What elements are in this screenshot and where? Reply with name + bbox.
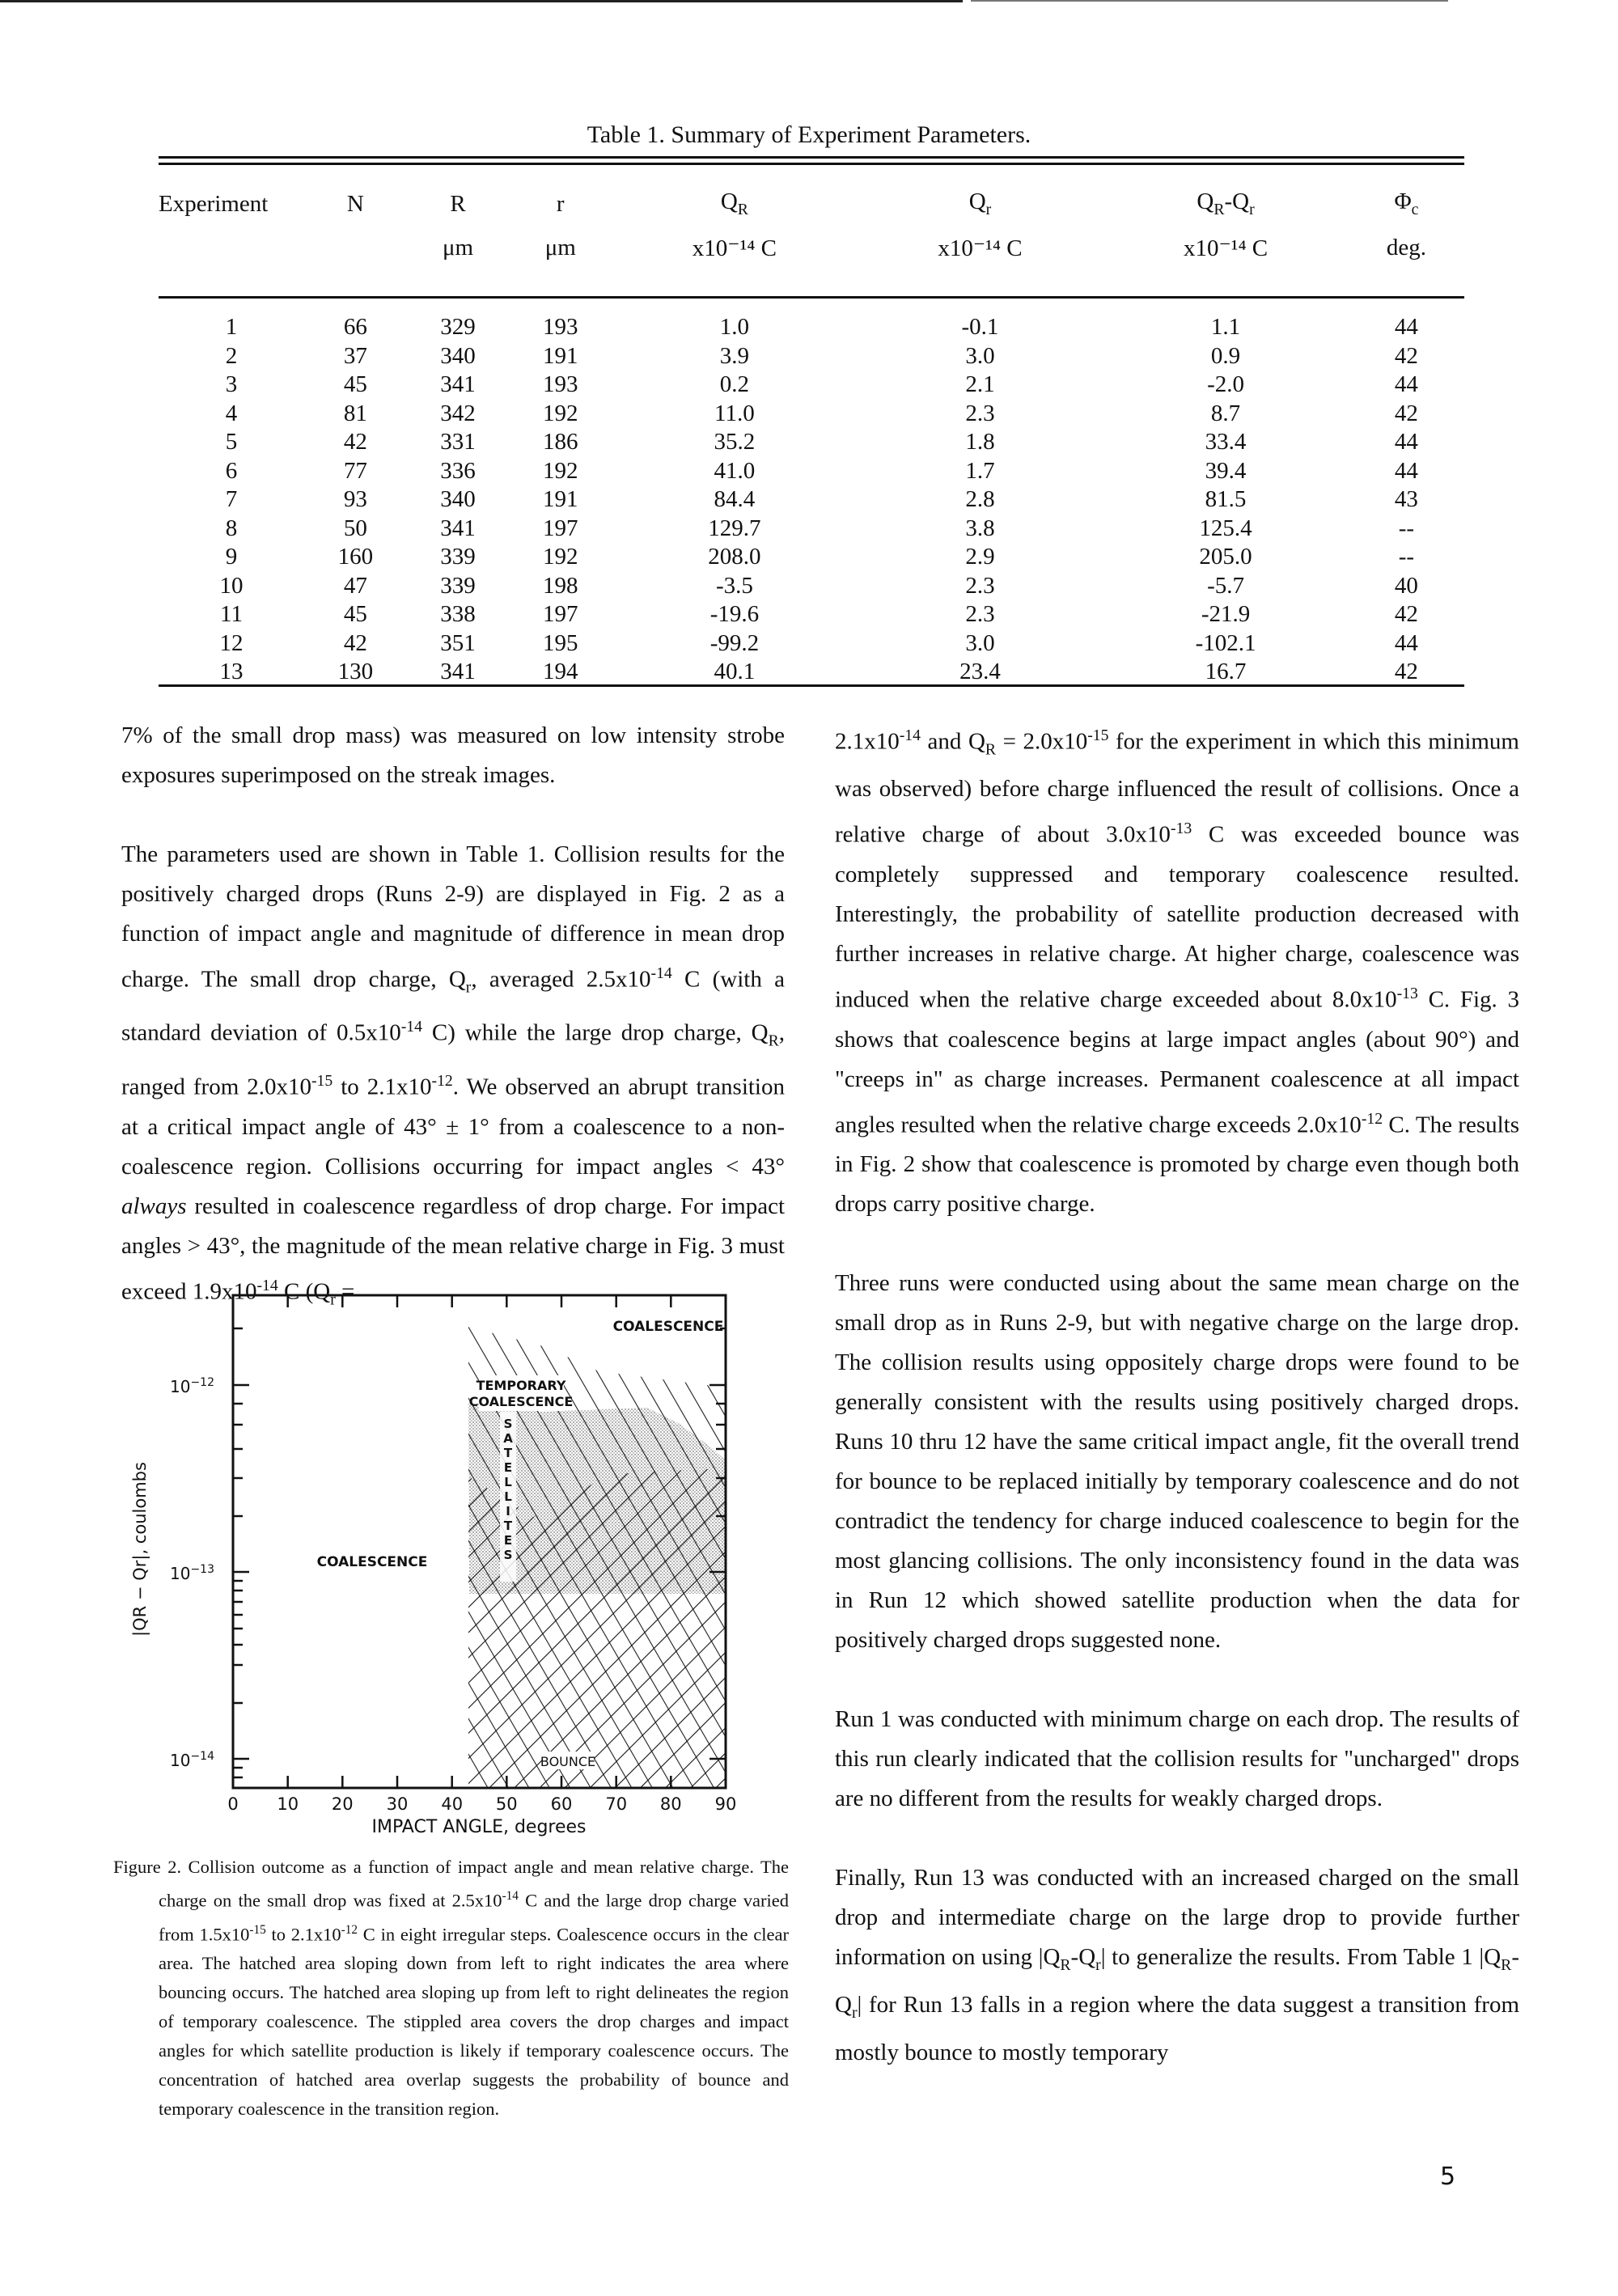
table-cell: 45 <box>343 601 367 628</box>
table-cell: 84.4 <box>714 486 756 513</box>
table-cell: 2.3 <box>965 572 995 599</box>
table-cell: 160 <box>337 544 374 570</box>
table-cell: 35.2 <box>714 429 756 455</box>
scan-edge-line <box>971 0 1448 2</box>
table-cell: 193 <box>543 314 578 341</box>
table-row <box>159 600 1464 629</box>
table-cell: 191 <box>543 342 578 369</box>
table-cell: 0.2 <box>719 371 750 398</box>
table-cell: 197 <box>543 515 578 541</box>
scan-edge-line <box>0 0 963 2</box>
parameters-table <box>159 182 1464 687</box>
region-label-satellites <box>503 1417 513 1562</box>
unit-phi-c: deg. <box>1386 234 1426 261</box>
svg-text:E: E <box>503 1533 513 1548</box>
table-cell: 336 <box>440 457 476 484</box>
table-row <box>159 371 1464 400</box>
table-cell: 37 <box>343 342 367 369</box>
table-cell: 4 <box>225 400 238 426</box>
table-cell: 331 <box>440 429 476 455</box>
figure-caption: Figure 2. Collision outcome as a function of impact angle and mean relative charge. The charge on the small drop was fixed at $2.5x10^{-14}$ C and the large drop charge varied from $1.5x10^{-15}$ to $2.1x10^{-12}$ C in eight irregular steps. Coalescence occurs in the clear area. The hatched area sloping down from left to right indicates the area where bouncing occurs. The hatched area sloping up from left to right delineates the region of temporary coalescence. The stippled area covers the drop charges and impact angles for which satellite production is likely if temporary coalescence occurs. The concentration of hatched area overlap suggests the probability of bounce and temporary coalescence in the transition region. <box>113 1857 789 2119</box>
col-header-QR-minus-Qr: $Q_R-Q_r$ <box>1197 189 1255 218</box>
table-cell: 44 <box>1394 429 1418 455</box>
table-row <box>159 629 1464 659</box>
table-cell: 42 <box>1394 342 1418 369</box>
table-cell: 192 <box>543 457 578 484</box>
table-cell: 2 <box>225 342 238 369</box>
x-tick-labels <box>227 1794 736 1814</box>
table-cell: 197 <box>543 601 578 628</box>
unit-QR-minus-Qr: x10⁻¹⁴ C <box>1183 235 1269 261</box>
table-cell: 194 <box>543 659 578 685</box>
table-cell: 2.8 <box>965 486 995 513</box>
table-cell: 2.3 <box>965 400 995 426</box>
region-label-temporary-coalescence: COALESCENCE <box>468 1394 574 1409</box>
svg-text:40: 40 <box>441 1794 464 1814</box>
table-cell: 93 <box>343 486 367 513</box>
table-cell: 341 <box>440 659 476 685</box>
table-cell: 130 <box>337 659 374 685</box>
table-cell: -- <box>1398 544 1415 570</box>
y-axis-label: |QR − Qr|, coulombs <box>130 1462 150 1637</box>
paragraph: Three runs were conducted using about the same mean charge on the small drop as in Runs 2-9, but with negative charge on the large drop. The collision results using oppositely charge drops were found to be generally consistent with the results using positively charged drops. Runs 10 thru 12 have the same critical impact angle, fit the overall trend for bounce to be replaced initially by temporary coalescence and do not contradict the tendency for charge induced coalescence to begin for the most glancing collisions. The only inconsistency found in the data was in Run 12 which showed satellite production when the data for positively charged drops suggested none. <box>835 1270 1519 1654</box>
table-cell: 195 <box>543 629 578 656</box>
left-column-text <box>121 716 785 1359</box>
table-cell: 43 <box>1394 486 1418 513</box>
col-header-R: R <box>450 190 466 217</box>
table-header-row <box>159 182 1464 226</box>
paragraph: $2.1x10^{-14}$ and $Q_R = 2.0x10^{-15}$ for the experiment in which this minimum was observed) before charge influenced the result of collisions. Once a relative charge of about $3.0x10^{-13}$ C was exceeded bounce was completely suppressed and temporary coalescence resulted. Interestingly, the probability of satellite production decreased with further increases in relative charge. At higher charge, coalescence was induced when the relative charge exceeded about $8.0x10^{-13}$ C. Fig. 3 shows that coalescence begins at large impact angles (about 90°) and "creeps in" as charge increases. Permanent coalescence at all impact angles resulted when the relative charge exceeds $2.0x10^{-12}$ C. The results in Fig. 2 show that coalescence is promoted by charge even though both drops carry positive charge. <box>835 727 1520 1218</box>
table-cell: 39.4 <box>1205 457 1247 484</box>
unit-Qr: x10⁻¹⁴ C <box>938 235 1023 261</box>
table-cell: 81.5 <box>1205 486 1247 513</box>
table-cell: 1.7 <box>965 457 995 484</box>
unit-QR: x10⁻¹⁴ C <box>692 235 777 261</box>
table-cell: 6 <box>225 457 238 484</box>
table-cell: 341 <box>440 515 476 541</box>
svg-text:L: L <box>504 1475 512 1489</box>
col-header-Qr: $Q_r$ <box>968 189 992 218</box>
table-cell: 341 <box>440 371 476 398</box>
figure-2 <box>113 1282 785 1865</box>
table-cell: -3.5 <box>715 572 753 599</box>
table-cell: 191 <box>543 486 578 513</box>
right-column-text <box>835 716 1519 2112</box>
svg-text:L: L <box>504 1489 512 1504</box>
svg-text:10−12: $10^{-12}$ <box>170 1376 214 1396</box>
svg-text:E: E <box>503 1460 513 1475</box>
region-label-bounce: BOUNCE <box>540 1754 596 1769</box>
col-header-QR: $Q_R$ <box>720 189 748 218</box>
svg-text:S: S <box>503 1548 513 1562</box>
table-cell: 351 <box>440 629 476 656</box>
table-cell: 205.0 <box>1199 544 1252 570</box>
svg-text:60: 60 <box>550 1794 573 1814</box>
table-units-row <box>159 226 1464 269</box>
table-row <box>159 572 1464 601</box>
table-title: Table 1. Summary of Experiment Parameters. <box>587 121 1031 148</box>
table-row <box>159 543 1464 572</box>
table-cell: 3 <box>225 371 238 398</box>
table-cell: 2.1 <box>965 371 995 398</box>
table-cell: 42 <box>1394 601 1418 628</box>
svg-text:10: 10 <box>277 1794 299 1814</box>
table-cell: 45 <box>343 371 367 398</box>
table-cell: 1.0 <box>719 314 750 341</box>
unit-r: μm <box>544 234 576 261</box>
unit-R: μm <box>443 234 474 261</box>
table-row <box>159 485 1464 515</box>
table-cell: -- <box>1398 515 1415 541</box>
table-cell: 329 <box>440 314 476 341</box>
table-cell: 10 <box>219 572 244 599</box>
table-top-rule <box>159 163 1464 165</box>
table-cell: 198 <box>543 572 578 599</box>
table-cell: 340 <box>440 342 476 369</box>
table-cell: 44 <box>1394 457 1418 484</box>
table-cell: -99.2 <box>709 629 760 656</box>
table-cell: 192 <box>543 544 578 570</box>
paragraph: 7% of the small drop mass) was measured on low intensity strobe exposures superimposed on the streak images. <box>121 722 785 788</box>
table-cell: 3.0 <box>965 629 995 656</box>
svg-text:S: S <box>503 1417 513 1431</box>
table-cell: -102.1 <box>1195 629 1256 656</box>
region-label-coalescence-top: COALESCENCE <box>612 1319 724 1335</box>
table-cell: 339 <box>440 544 476 570</box>
table-cell: 9 <box>225 544 238 570</box>
table-cell: 40 <box>1394 572 1418 599</box>
table-row <box>159 342 1464 371</box>
table-cell: 77 <box>343 457 367 484</box>
paragraph: Finally, Run 13 was conducted with an increased charged on the small drop and intermediate charge on the large drop to provide further information on using $|Q_R-Q_r|$ to generalize the results. From Table 1 $|Q_R-Q_r|$ for Run 13 falls in a region where the data suggest a transition from mostly bounce to mostly temporary <box>835 1865 1519 2066</box>
svg-text:I: I <box>506 1504 510 1519</box>
table-cell: 16.7 <box>1205 659 1247 685</box>
page-number: 5 <box>1440 2163 1456 2191</box>
table-row <box>159 313 1464 342</box>
table-cell: 44 <box>1394 629 1418 656</box>
y-tick-labels <box>170 1376 214 1770</box>
table-cell: 42 <box>343 429 367 455</box>
svg-text:A: A <box>503 1431 513 1446</box>
table-row <box>159 515 1464 544</box>
region-chart <box>113 1282 785 1865</box>
table-cell: 12 <box>219 629 244 656</box>
table-cell: 50 <box>343 515 367 541</box>
svg-text:0: 0 <box>227 1794 239 1814</box>
table-cell: 81 <box>343 400 367 426</box>
region-label-temporary: TEMPORARY <box>476 1378 566 1393</box>
table-cell: -19.6 <box>709 601 760 628</box>
col-header-r: r <box>556 190 565 217</box>
table-row <box>159 400 1464 429</box>
svg-text:80: 80 <box>659 1794 682 1814</box>
table-cell: 11.0 <box>714 400 755 426</box>
col-header-n: N <box>346 190 364 217</box>
table-cell: -2.0 <box>1207 371 1245 398</box>
table-cell: 13 <box>219 659 244 685</box>
paragraph: Run 1 was conducted with minimum charge on each drop. The results of this run clearly indicated that the collision results for "uncharged" drops are no different from the results for weakly charged drops. <box>835 1706 1519 1812</box>
col-header-phi-c: $\Phi_c$ <box>1394 189 1419 218</box>
table-cell: 66 <box>343 314 367 341</box>
table-cell: 2.3 <box>965 601 995 628</box>
table-cell: 186 <box>543 429 578 455</box>
table-cell: 33.4 <box>1205 429 1247 455</box>
table-cell: 1.1 <box>1210 314 1241 341</box>
svg-text:T: T <box>503 1446 513 1460</box>
table-cell: 338 <box>440 601 476 628</box>
table-cell: 42 <box>1394 400 1418 426</box>
table-cell: 3.8 <box>965 515 995 541</box>
table-cell: 3.0 <box>965 342 995 369</box>
svg-text:20: 20 <box>331 1794 354 1814</box>
table-cell: 41.0 <box>714 457 756 484</box>
svg-text:90: 90 <box>714 1794 737 1814</box>
table-cell: 5 <box>225 429 238 455</box>
table-cell: 1 <box>225 314 238 341</box>
table-cell: 129.7 <box>708 515 761 541</box>
table-row <box>159 658 1464 687</box>
table-cell: 0.9 <box>1210 342 1241 369</box>
table-cell: 11 <box>220 601 243 628</box>
svg-text:T: T <box>503 1519 513 1533</box>
paragraph: The parameters used are shown in Table 1. Collision results for the positively charged drops (Runs 2-9) are displayed in Fig. 2 as a function of impact angle and magnitude of difference in mean drop charge. The small drop charge, $Q_r$, averaged $2.5x10^{-14}$ C (with a standard deviation of $0.5x10^{-14}$ C) while the large drop charge, $Q_R$, ranged from $2.0x10^{-15}$ to $2.1x10^{-12}$. We observed an abrupt transition at a critical impact angle of 43° ± 1° from a coalescence to a non-coalescence region. Collisions occurring for impact angles < 43° always resulted in coalescence regardless of drop charge. For impact angles > 43°, the magnitude of the mean relative charge in Fig. 3 must exceed $1.9x10^{-14}$ C ($Q_r$ = <box>121 841 785 1309</box>
table-cell: 339 <box>440 572 476 599</box>
table-cell: 40.1 <box>714 659 756 685</box>
table-cell: -5.7 <box>1207 572 1245 599</box>
table-cell: 8 <box>225 515 238 541</box>
table-cell: 44 <box>1394 371 1418 398</box>
table-cell: 42 <box>343 629 367 656</box>
table-cell: 2.9 <box>965 544 995 570</box>
table-cell: 23.4 <box>959 659 1001 685</box>
table-cell: 47 <box>343 572 367 599</box>
table-cell: 42 <box>1394 659 1418 685</box>
table-cell: 3.9 <box>719 342 750 369</box>
table-cell: 193 <box>543 371 578 398</box>
col-header-experiment: Experiment <box>159 190 269 217</box>
table-cell: 125.4 <box>1199 515 1252 541</box>
region-label-coalescence-left: COALESCENCE <box>316 1554 428 1570</box>
svg-text:50: 50 <box>495 1794 518 1814</box>
svg-text:10−14: $10^{-14}$ <box>170 1750 214 1770</box>
table-cell: -21.9 <box>1201 601 1251 628</box>
table-cell: 8.7 <box>1210 400 1241 426</box>
table-cell: 1.8 <box>965 429 995 455</box>
table-cell: 192 <box>543 400 578 426</box>
table-cell: 208.0 <box>708 544 761 570</box>
table-row <box>159 457 1464 486</box>
x-axis-label: IMPACT ANGLE, degrees <box>371 1817 587 1837</box>
svg-text:10−13: $10^{-13}$ <box>170 1563 214 1583</box>
table-cell: 340 <box>440 486 476 513</box>
table-cell: -0.1 <box>961 314 999 341</box>
svg-text:70: 70 <box>605 1794 628 1814</box>
table-top-rule <box>159 156 1464 159</box>
table-row <box>159 428 1464 457</box>
svg-text:30: 30 <box>386 1794 409 1814</box>
table-cell: 44 <box>1394 314 1418 341</box>
table-cell: 7 <box>225 486 238 513</box>
table-cell: 342 <box>440 400 476 426</box>
